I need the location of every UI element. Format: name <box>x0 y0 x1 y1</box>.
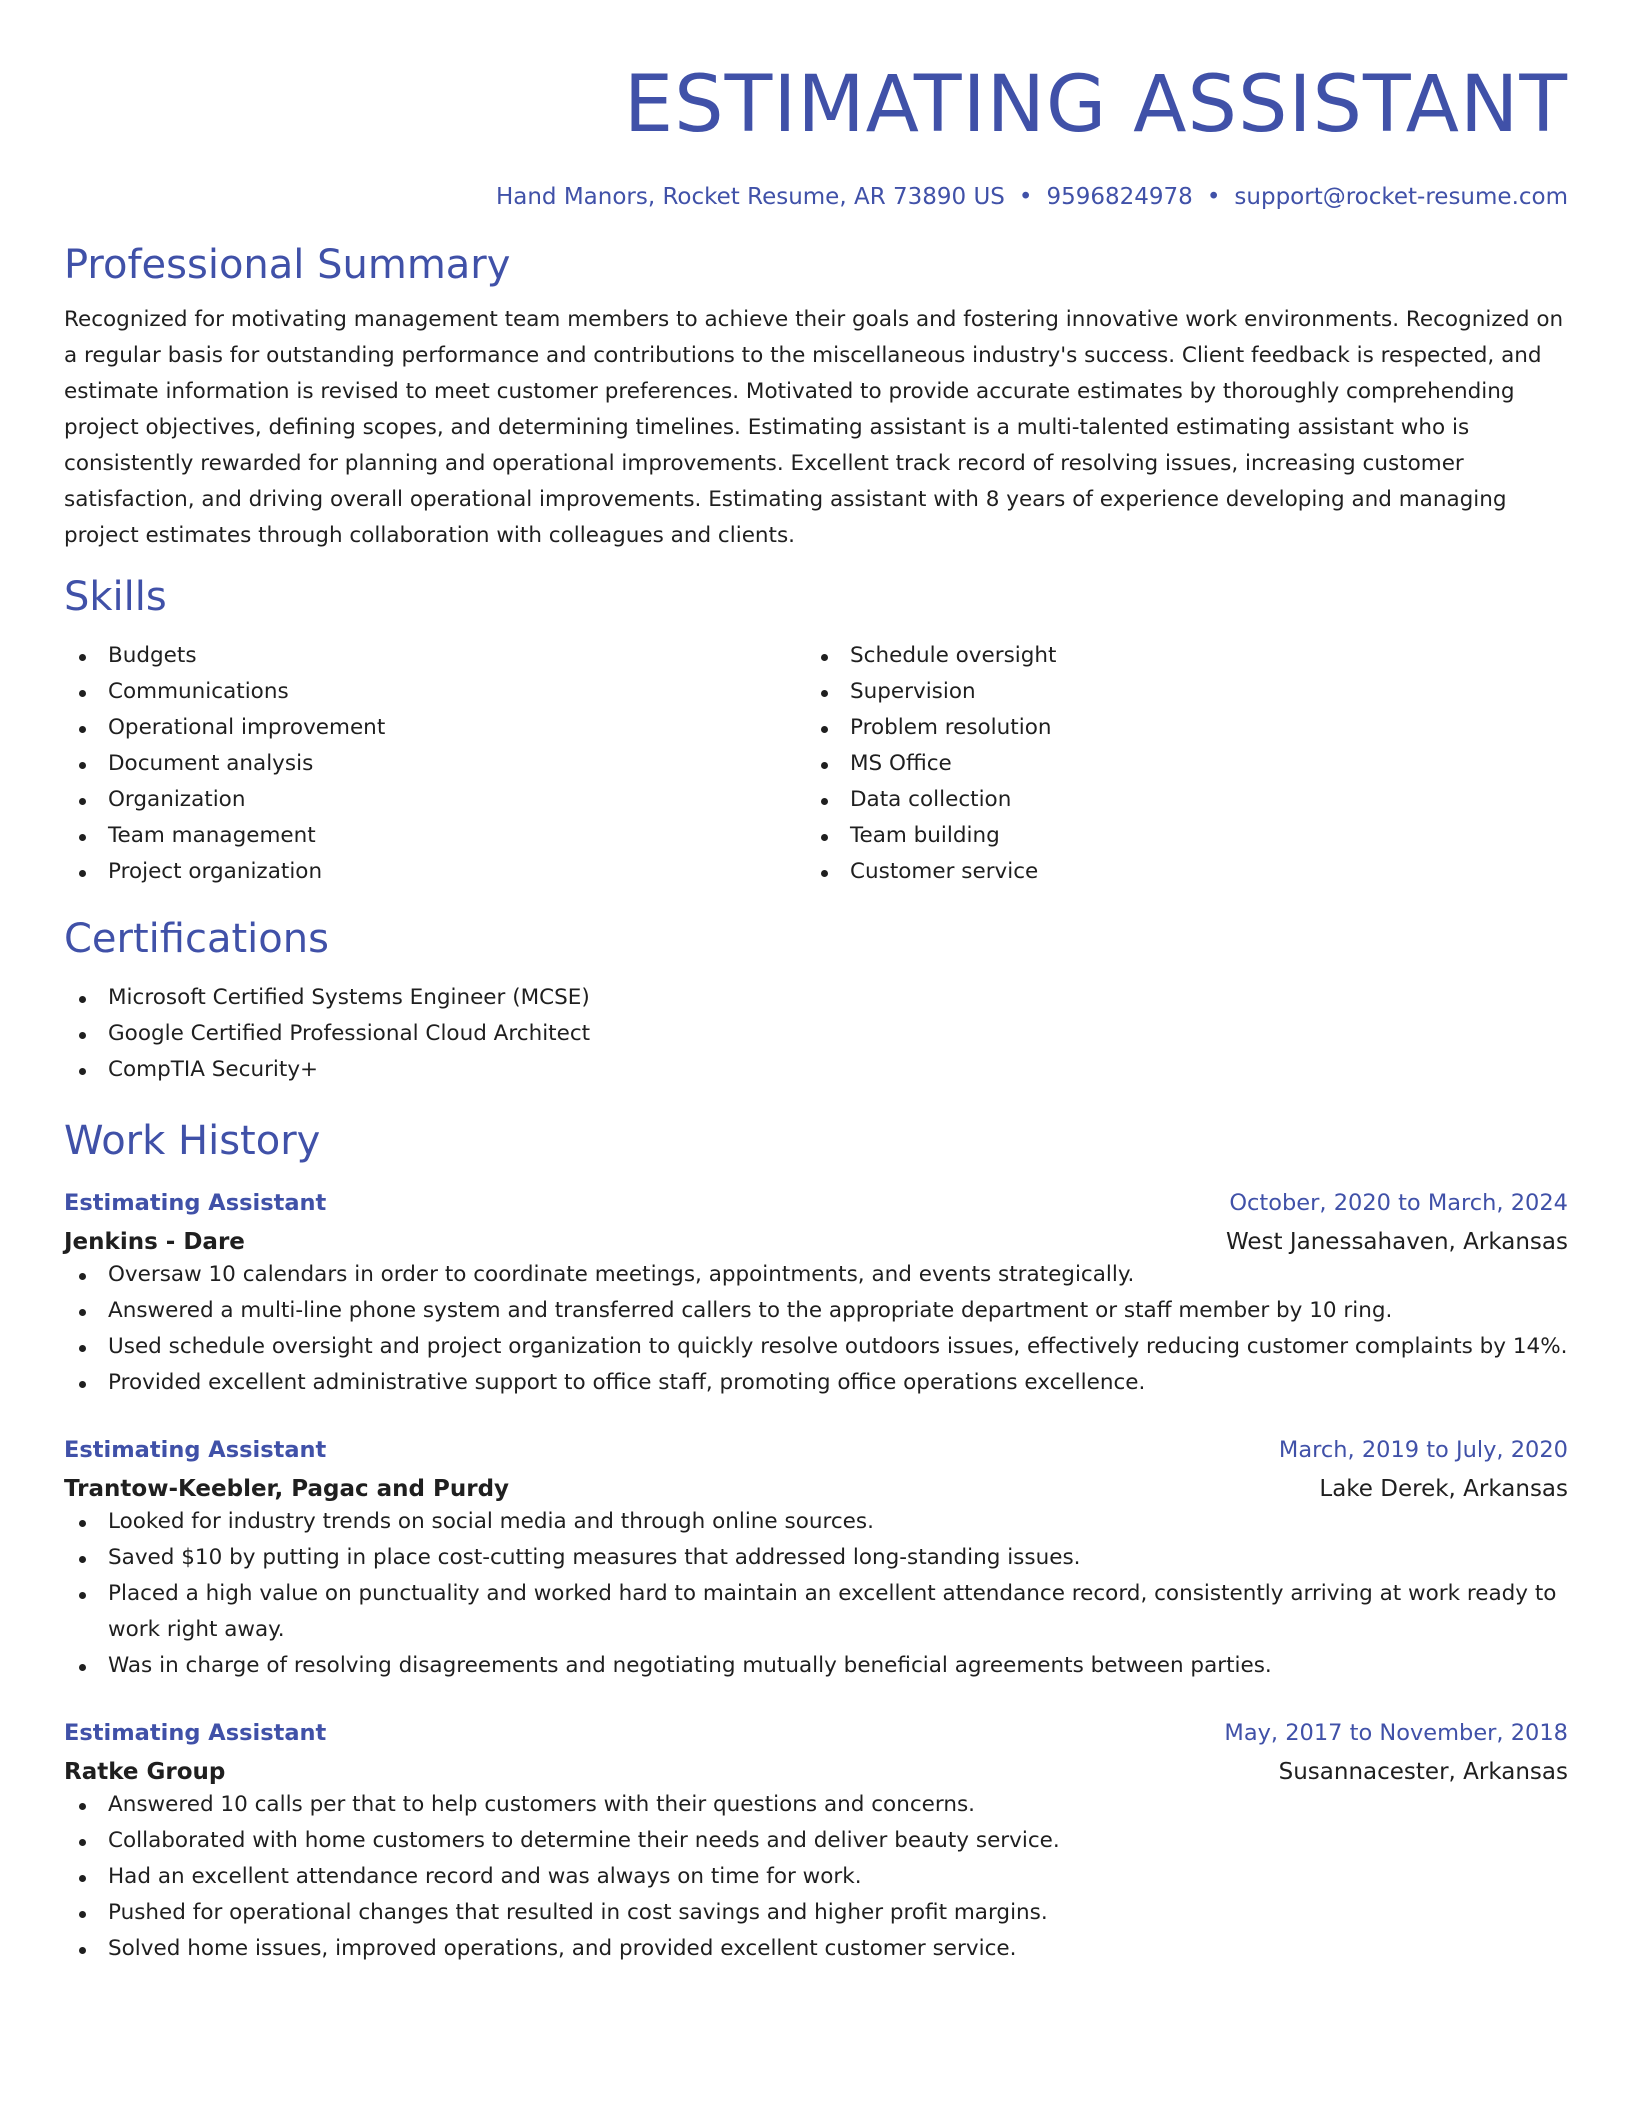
job-dates: March, 2019 to July, 2020 <box>1278 1437 1568 1463</box>
skill-item: Project organization <box>64 854 806 890</box>
skills-list <box>64 638 1568 890</box>
job-location: West Janessahaven, Arkansas <box>1226 1229 1568 1255</box>
job-dates: October, 2020 to March, 2024 <box>1229 1190 1568 1216</box>
job-bullet: Looked for industry trends on social media and through online sources. <box>64 1504 1568 1540</box>
job-bullet: Provided excellent administrative support to office staff, promoting office operations excellence. <box>64 1365 1568 1401</box>
certifications-heading: Certifications <box>64 916 329 962</box>
job-bullets <box>64 1257 1568 1401</box>
job-entry <box>64 1188 1568 1401</box>
job-location: Lake Derek, Arkansas <box>1319 1476 1568 1502</box>
job-title: Estimating Assistant <box>64 1720 327 1746</box>
skill-item: Budgets <box>64 638 806 674</box>
job-bullet: Used schedule oversight and project organization to quickly resolve outdoors issues, effectively reducing customer complaints by 14%. <box>64 1329 1568 1365</box>
job-bullet: Was in charge of resolving disagreements and negotiating mutually beneficial agreements between parties. <box>64 1648 1568 1684</box>
contact-separator: • <box>1018 184 1033 210</box>
skill-item: Team building <box>806 818 1548 854</box>
summary-text: Recognized for motivating management team members to achieve their goals and fostering innovative work environments. Recognized on a regular basis for outstanding performance and contributions to the miscellaneous industry's success. Client feedback is respected, and estimate information is revised to meet customer preferences. Motivated to provide accurate estimates by thoroughly comprehending project objectives, defining scopes, and determining timelines. Estimating assistant is a multi-talented estimating assistant who is consistently rewarded for planning and operational improvements. Excellent track record of resolving issues, increasing customer satisfaction, and driving overall operational improvements. Estimating assistant with 8 years of experience developing and managing project estimates through collaboration with colleagues and clients. <box>64 307 1564 548</box>
certification-item: Microsoft Certified Systems Engineer (MCSE) <box>64 980 1568 1016</box>
resume-page <box>64 0 1568 1967</box>
summary-heading: Professional Summary <box>64 242 511 288</box>
skills-column-left <box>64 638 806 890</box>
job-title: Estimating Assistant <box>64 1190 327 1216</box>
skill-item: Data collection <box>806 782 1548 818</box>
job-bullets <box>64 1504 1568 1684</box>
skill-item: MS Office <box>806 746 1548 782</box>
work-history-heading: Work History <box>64 1118 321 1164</box>
job-entry <box>64 1435 1568 1684</box>
skill-item: Organization <box>64 782 806 818</box>
skill-item: Document analysis <box>64 746 806 782</box>
skill-item: Team management <box>64 818 806 854</box>
contact-separator: • <box>1206 184 1221 210</box>
job-entry <box>64 1718 1568 1967</box>
skill-item: Supervision <box>806 674 1548 710</box>
job-bullet: Collaborated with home customers to determine their needs and deliver beauty service. <box>64 1823 1568 1859</box>
job-bullet: Answered a multi-line phone system and transferred callers to the appropriate department or staff member by 10 ring. <box>64 1293 1568 1329</box>
skills-heading: Skills <box>64 574 167 620</box>
certification-item: Google Certified Professional Cloud Architect <box>64 1016 1568 1052</box>
job-bullet: Solved home issues, improved operations, and provided excellent customer service. <box>64 1931 1568 1967</box>
skill-item: Schedule oversight <box>806 638 1548 674</box>
job-dates: May, 2017 to November, 2018 <box>1224 1720 1568 1746</box>
job-bullet: Had an excellent attendance record and was always on time for work. <box>64 1859 1568 1895</box>
skill-item: Communications <box>64 674 806 710</box>
job-bullet: Pushed for operational changes that resulted in cost savings and higher profit margins. <box>64 1895 1568 1931</box>
contact-address: Hand Manors, Rocket Resume, AR 73890 US <box>495 184 1005 210</box>
job-bullet: Oversaw 10 calendars in order to coordinate meetings, appointments, and events strategically. <box>64 1257 1568 1293</box>
job-company: Jenkins - Dare <box>64 1229 245 1255</box>
contact-phone[interactable]: 9596824978 <box>1046 184 1193 210</box>
skill-item: Operational improvement <box>64 710 806 746</box>
job-company: Ratke Group <box>64 1759 226 1785</box>
job-company: Trantow-Keebler, Pagac and Purdy <box>64 1476 510 1502</box>
skills-column-right <box>806 638 1548 890</box>
certification-item: CompTIA Security+ <box>64 1052 1568 1088</box>
skill-item: Problem resolution <box>806 710 1548 746</box>
job-bullets <box>64 1787 1568 1967</box>
skill-item: Customer service <box>806 854 1548 890</box>
certifications-list <box>64 980 1568 1088</box>
candidate-name: ESTIMATING ASSISTANT <box>623 60 1568 150</box>
contact-line <box>64 182 1568 212</box>
contact-email[interactable]: support@rocket-resume.com <box>1234 184 1568 210</box>
job-bullet: Saved $10 by putting in place cost-cutting measures that addressed long-standing issues. <box>64 1540 1568 1576</box>
job-title: Estimating Assistant <box>64 1437 327 1463</box>
job-bullet: Placed a high value on punctuality and worked hard to maintain an excellent attendance record, consistently arriving at work ready to work right away. <box>64 1576 1568 1648</box>
job-location: Susannacester, Arkansas <box>1278 1759 1568 1785</box>
job-bullet: Answered 10 calls per that to help customers with their questions and concerns. <box>64 1787 1568 1823</box>
